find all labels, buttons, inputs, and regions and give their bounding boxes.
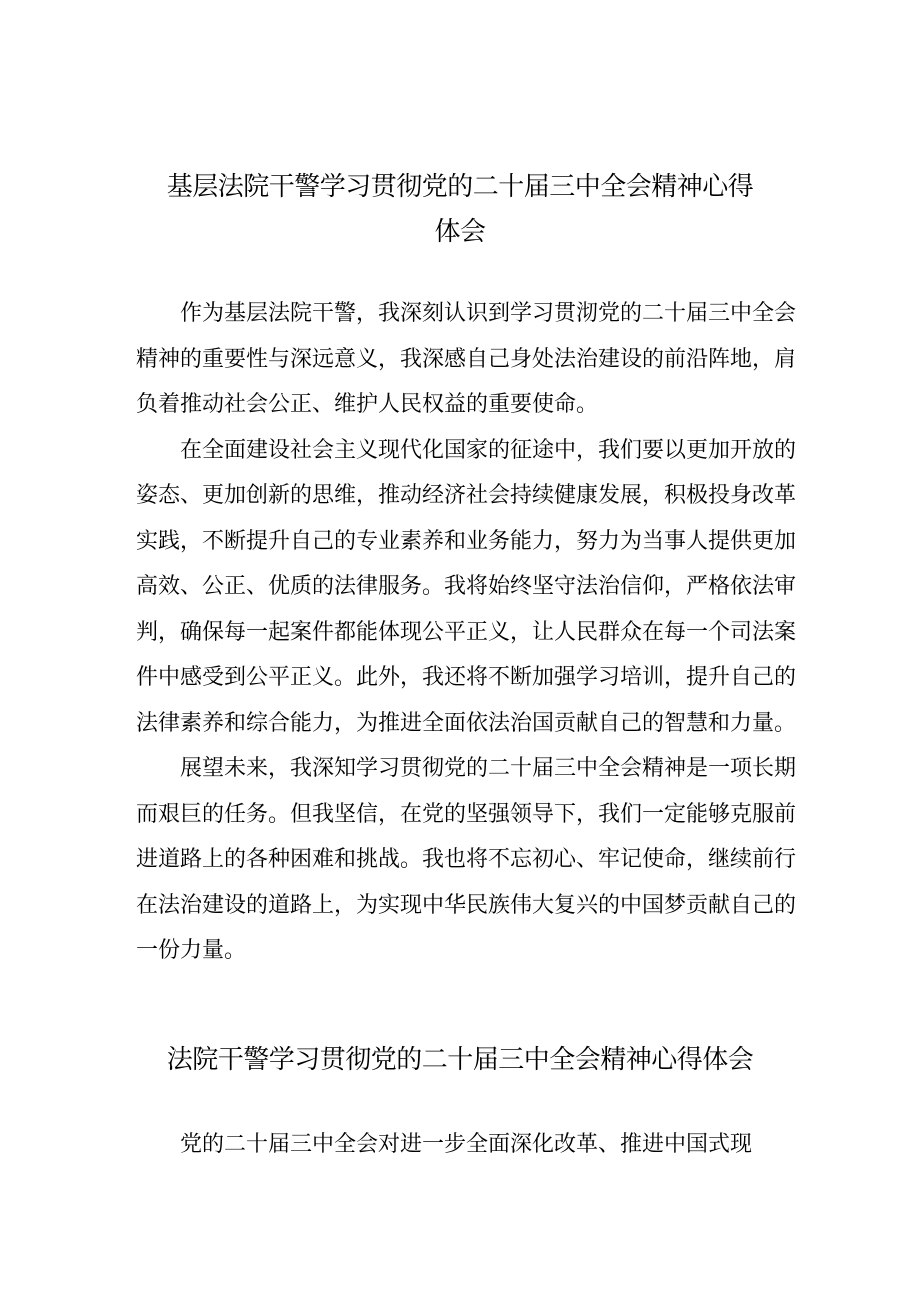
article-1-title-line-2: 体会 xyxy=(434,217,486,247)
article-2-title: 法院干警学习贯彻党的二十届三中全会精神心得体会 xyxy=(166,1045,754,1075)
article-1-paragraph-3: 展望未来，我深知学习贯彻党的二十届三中全会精神是一项长期而艰巨的任务。但我坚信，在党的坚强领导下，我们一定能够克服前进道路上的各种困难和挑战。我也将不忘初心、牢记使命，继续前行在法治建设的道路上，为实现中华民族伟大复兴的中国梦贡献自己的一份力量。 xyxy=(136,756,797,963)
article-1-paragraph-2: 在全面建设社会主义现代化国家的征途中，我们要以更加开放的姿态、更加创新的思维，推动经济社会持续健康发展，积极投身改革实践，不断提升自己的专业素养和业务能力，努力为当事人提供更加高效、公正、优质的法律服务。我将始终坚守法治信仰，严格依法审判，确保每一起案件都能体现公平正义，让人民群众在每一个司法案件中感受到公平正义。此外，我还将不断加强学习培训，提升自己的法律素养和综合能力，为推进全面依法治国贡献自己的智慧和力量。 xyxy=(136,437,797,736)
article-1-title-line-1: 基层法院干警学习贯彻党的二十届三中全会精神心得 xyxy=(166,172,754,202)
article-1-body xyxy=(136,291,796,974)
article-2-body xyxy=(136,1122,796,1168)
article-1-paragraph-1: 作为基层法院干警，我深刻认识到学习贯沏党的二十届三中全会精神的重要性与深远意义，我深感自己身处法治建设的前沿阵地，肩负着推动社会公正、维护人民权益的重要使命。 xyxy=(136,301,797,417)
article-1-title xyxy=(0,165,920,255)
article-2-paragraph-1: 党的二十届三中全会对进一步全面深化改革、推进中国式现 xyxy=(180,1132,753,1157)
